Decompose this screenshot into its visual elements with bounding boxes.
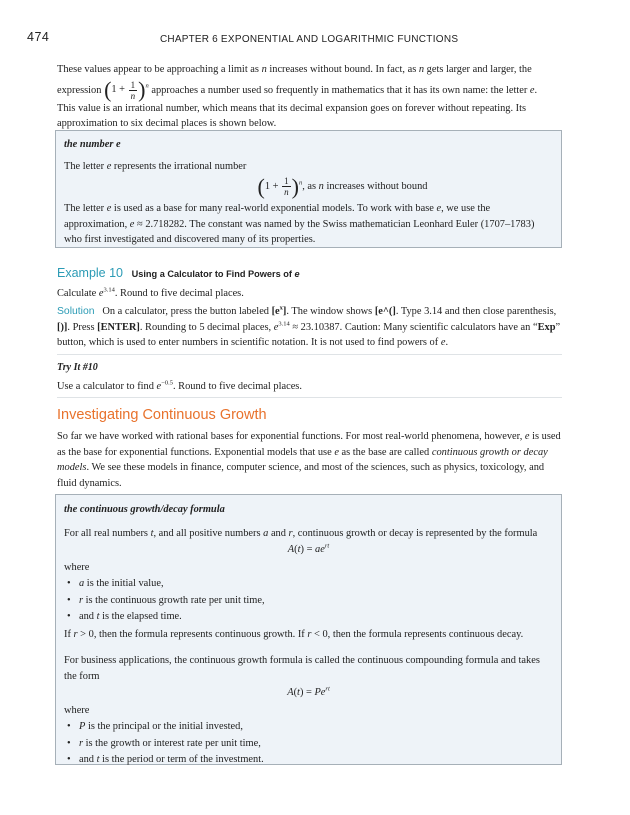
- number-e-title: the number e: [64, 139, 121, 150]
- expr-pre: expression: [57, 84, 102, 96]
- section-title: Investigating Continuous Growth: [57, 407, 267, 423]
- expr-post: approaches a number used so frequently in mathematics that it has its own name: the letter e.: [151, 84, 538, 96]
- where-1: where: [64, 561, 90, 573]
- list-item: • r is the continuous growth rate per unit time,: [64, 593, 553, 609]
- solution-label: Solution: [57, 306, 95, 317]
- intro-line-2: [57, 77, 562, 103]
- section-para-text: So far we have worked with rational bases for exponential functions. For most real-world phenomena, however, e is used as the base for exponential functions. Exponential models that use e as the base are called continuous growth or decay models. We see these models in finance, computer science, and most of the sciences, such as physics, toxicology, and fluid dynamics.: [57, 431, 561, 489]
- example-solution: Solution On a calculator, press the button labeled $[e^x]$. The window shows [e^(]. Type 3.14 and then close parenthesis, [)]. Press [ENTER]. Rounding to 5 decimal places, $e^{3.14} \approx 23.10387$. Caution: Many scientific calculators have an “Exp” button, which is used to enter numbers in scientific notation. It is not used to find powers of e.: [57, 304, 561, 348]
- list-item: • and t is the elapsed time.: [64, 609, 553, 625]
- list-item: • r is the growth or interest rate per unit time,: [64, 736, 553, 752]
- sign-line: If r > 0, then the formula represents continuous growth. If r < 0, then the formula represents continuous decay.: [64, 628, 524, 640]
- running-header: [160, 32, 458, 48]
- chapter-label: CHAPTER 6: [160, 34, 218, 45]
- chapter-title: EXPONENTIAL AND LOGARITHMIC FUNCTIONS: [220, 34, 459, 45]
- divider: [57, 397, 562, 398]
- number-e-line-1: The letter e represents the irrational number: [64, 160, 247, 172]
- bullets-1: [64, 576, 553, 625]
- growth-formula-2: $A(t) = Pe^{rt}$: [287, 685, 330, 698]
- growth-intro: For all real numbers t, and all positive numbers a and r, continuous growth or decay is represented by the formula: [64, 527, 538, 539]
- example-heading: [57, 266, 562, 283]
- number-e-box: [55, 130, 562, 248]
- intro-paragraph: [57, 62, 562, 132]
- growth-formula-box: [55, 494, 562, 765]
- growth-formula-1: $A(t) = ae^{rt}$: [287, 542, 330, 555]
- example-10: [57, 266, 562, 351]
- page-number: 474: [27, 30, 50, 44]
- limit-expression: (1 + $\frac{1}{n}$ )$^n$: [104, 77, 149, 103]
- divider: [57, 354, 562, 355]
- number-e-formula: (1 + $\frac{1}{n}$ )$^n$, as n increases without bound: [257, 173, 428, 199]
- section-paragraph: [57, 429, 562, 491]
- list-item: • a is the initial value,: [64, 576, 553, 592]
- try-it-text: Use a calculator to find $e^{-0.5}$. Round to five decimal places.: [57, 379, 302, 392]
- business-text: For business applications, the continuous growth formula is called the continuous compounding formula and takes the form: [64, 655, 540, 682]
- example-title: Using a Calculator to Find Powers of e: [131, 269, 300, 279]
- bullets-2: [64, 719, 553, 768]
- try-it-10: [57, 360, 562, 394]
- number-e-body: The letter e is used as a base for many real-world exponential models. To work with base e, we use the approximation, e ≈ 2.718282. The constant was named by the Swiss mathematician Leonhard Euler (1707–1783) who first investigated and discovered many of its properties.: [64, 203, 535, 245]
- list-item: • P is the principal or the initial invested,: [64, 719, 553, 735]
- intro-line-1: These values appear to be approaching a limit as n increases without bound. In fact, as n gets larger and larger, the: [57, 64, 532, 75]
- list-item: • and t is the period or term of the investment.: [64, 752, 553, 768]
- intro-line-3: This value is an irrational number, which means that its decimal expansion goes on forever without repeating. Its: [57, 102, 527, 114]
- try-it-label: Try It #10: [57, 362, 98, 373]
- example-label: Example 10: [57, 266, 124, 280]
- example-prompt: Calculate $e^{3.14}$. Round to five decimal places.: [57, 286, 244, 299]
- intro-line-4: approximation to six decimal places is shown below.: [57, 118, 277, 129]
- where-2: where: [64, 704, 90, 716]
- growth-box-title: the continuous growth/decay formula: [64, 504, 225, 515]
